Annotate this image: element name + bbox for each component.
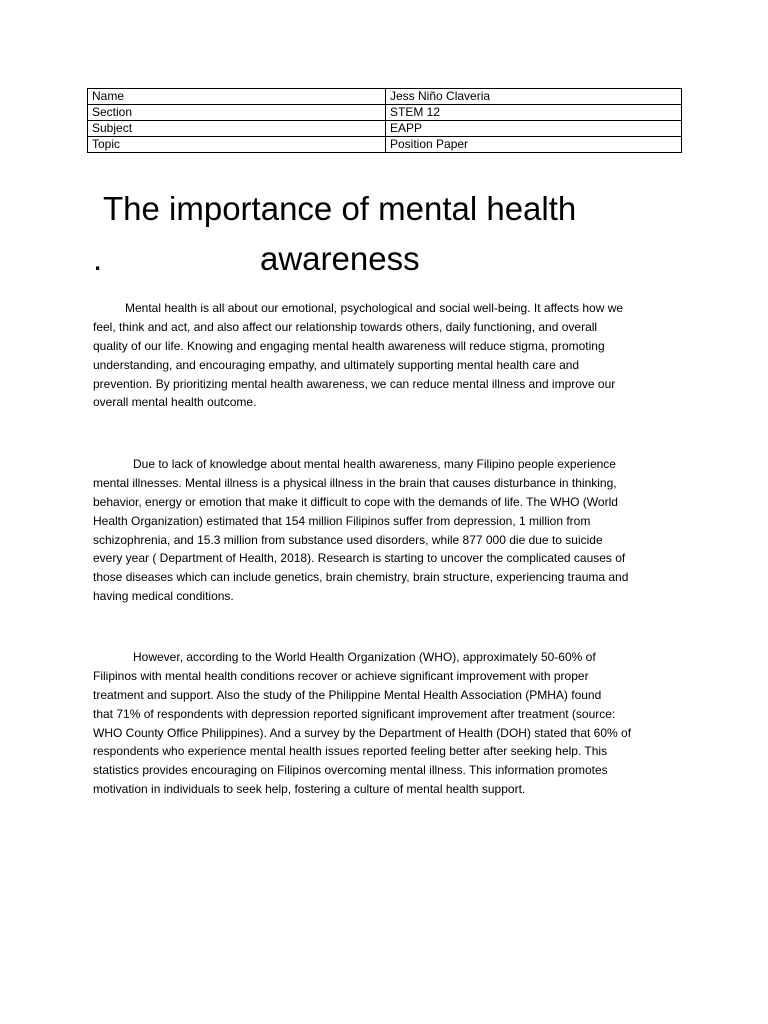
- document-title-line-1: The importance of mental health: [103, 190, 577, 227]
- paragraph-line: schizophrenia, and 15.3 million from substance used disorders, while 877 000 die due to suicide: [93, 532, 603, 547]
- topic-value: Position Paper: [386, 137, 682, 153]
- name-value: Jess Niño Claveria: [386, 89, 682, 105]
- paragraph-line: overall mental health outcome.: [93, 395, 257, 410]
- table-row: [88, 89, 682, 105]
- table-row: [88, 121, 682, 137]
- paragraph-line: However, according to the World Health Organization (WHO), approximately 50-60% of: [133, 650, 596, 664]
- paragraph-line: prevention. By prioritizing mental health awareness, we can reduce mental illness and improve our: [93, 376, 616, 391]
- body-paragraph-2: [93, 455, 693, 606]
- subject-value: EAPP: [386, 121, 682, 137]
- paragraph-line: mental illnesses. Mental illness is a physical illness in the brain that causes disturbance in thinking,: [93, 475, 617, 490]
- table-row: [88, 137, 682, 153]
- section-value: STEM 12: [386, 105, 682, 121]
- document-title-marker: .: [93, 240, 103, 277]
- document-title-line-2: awareness: [260, 240, 420, 277]
- paragraph-line: statistics provides encouraging on Filipinos overcoming mental illness. This information promotes: [93, 763, 608, 778]
- paragraph-line: those diseases which can include genetics, brain chemistry, brain structure, experiencing trauma and: [93, 570, 629, 585]
- section-label: Section: [88, 105, 386, 121]
- name-label: Name: [88, 89, 386, 105]
- paragraph-line: Mental health is all about our emotional, psychological and social well-being. It affects how we: [125, 301, 624, 315]
- paragraph-line: behavior, energy or emotion that make it difficult to cope with the demands of life. The WHO (World: [93, 494, 618, 509]
- paragraph-line: having medical conditions.: [93, 589, 234, 604]
- paragraph-line: motivation in individuals to seek help, fostering a culture of mental health support.: [93, 782, 526, 797]
- student-info-table: [87, 88, 682, 153]
- paragraph-line: that 71% of respondents with depression reported significant improvement after treatment (source:: [93, 706, 616, 721]
- paragraph-line: Filipinos with mental health conditions recover or achieve significant improvement with proper: [93, 668, 589, 683]
- paragraph-line: quality of our life. Knowing and engaging mental health awareness will reduce stigma, promoting: [93, 338, 605, 353]
- paragraph-line: understanding, and encouraging empathy, and ultimately supporting mental health care and: [93, 357, 580, 372]
- paragraph-line: treatment and support. Also the study of the Philippine Mental Health Association (PMHA) found: [93, 687, 602, 702]
- body-paragraph-3: [93, 648, 693, 799]
- subject-label: Subject: [88, 121, 386, 137]
- paragraph-line: feel, think and act, and also affect our relationship towards others, daily functioning, and overall: [93, 319, 598, 334]
- paragraph-line: WHO County Office Philippines). And a survey by the Department of Health (DOH) stated that 60% of: [93, 725, 632, 740]
- table-row: [88, 105, 682, 121]
- topic-label: Topic: [88, 137, 386, 153]
- paragraph-line: Due to lack of knowledge about mental health awareness, many Filipino people experience: [133, 457, 616, 471]
- paragraph-line: every year ( Department of Health, 2018). Research is starting to uncover the complicated causes of: [93, 551, 626, 566]
- paragraph-line: respondents who experience mental health issues reported feeling better after seeking help. This: [93, 744, 608, 759]
- body-paragraph-1: [93, 299, 693, 412]
- paragraph-line: Health Organization) estimated that 154 million Filipinos suffer from depression, 1 million from: [93, 513, 591, 528]
